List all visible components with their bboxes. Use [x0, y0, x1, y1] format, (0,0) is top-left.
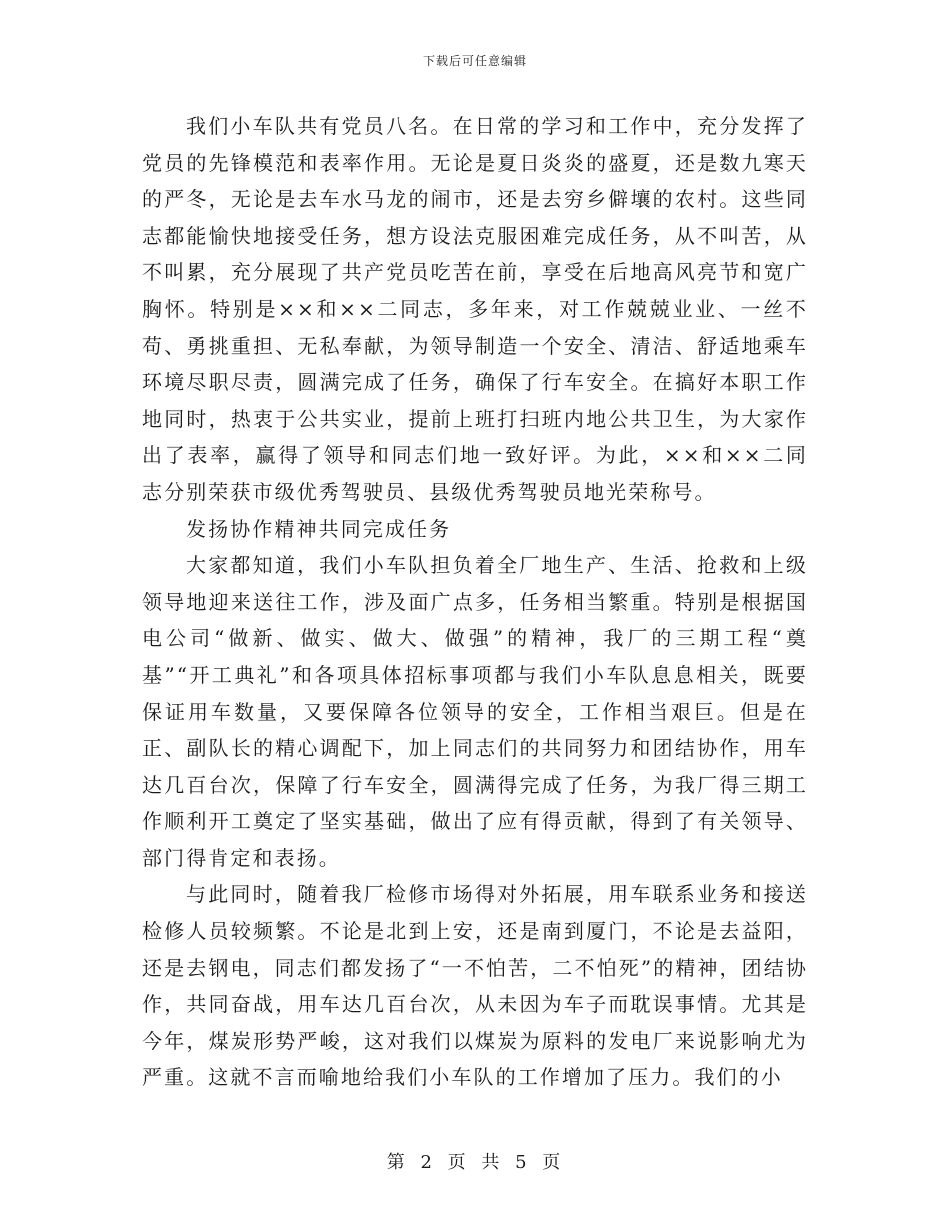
- section-heading-cooperation: 发扬协作精神共同完成任务: [186, 516, 452, 541]
- page-label-suffix: 页: [542, 1152, 564, 1173]
- paragraph-party-members: 我们小车队共有党员八名。在日常的学习和工作中，充分发挥了党员的先锋模范和表率作用。无论是夏日炎炎的盛夏，还是数九寒天的严冬，无论是去车水马龙的闹市，还是去穷乡僻壤的农村。这些同志都能愉快地接受任务，想方设法克服困难完成任务，从不叫苦，从不叫累，充分展现了共产党员吃苦在前，享受在后地高风亮节和宽广胸怀。特别是××和××二同志，多年来，对工作兢兢业业、一丝不苟、勇挑重担、无私奉献，为领导制造一个安全、清洁、舒适地乘车环境尽职尽责，圆满完成了任务，确保了行车安全。在搞好本职工作地同时，热衷于公共实业，提前上班打扫班内地公共卫生，为大家作出了表率，赢得了领导和同志们地一致好评。为此，××和××二同志分别荣获市级优秀驾驶员、县级优秀驾驶员地光荣称号。: [142, 114, 808, 504]
- current-page-number: 2: [420, 1152, 435, 1173]
- total-pages-number: 5: [515, 1152, 530, 1173]
- header-note: 下载后可任意编辑: [422, 54, 527, 68]
- page-number-footer: [0, 1148, 950, 1174]
- paragraph-team-duties: 大家都知道，我们小车队担负着全厂地生产、生活、抢救和上级领导地迎来送往工作，涉及面广点多，任务相当繁重。特别是根据国电公司“做新、做实、做大、做强”的精神，我厂的三期工程“奠基”“开工典礼”和各项具体招标事项都与我们小车队息息相关，既要保证用车数量，又要保障各位领导的安全，工作相当艰巨。但是在正、副队长的精心调配下，加上同志们的共同努力和团结协作，用车达几百台次，保障了行车安全，圆满得完成了任务，为我厂得三期工作顺利开工奠定了坚实基础，做出了应有得贡献，得到了有关领导、部门得肯定和表扬。: [142, 553, 808, 870]
- page-label-mid2: 共: [481, 1152, 503, 1173]
- page-label-prefix: 第: [386, 1152, 408, 1173]
- paragraph-maintenance-market: 与此同时，随着我厂检修市场得对外拓展，用车联系业务和接送检修人员较频繁。不论是北到上安，还是南到厦门，不论是去益阳，还是去钢电，同志们都发扬了“一不怕苦，二不怕死”的精神，团结协作，共同奋战，用车达几百台次，从未因为车子而耽误事情。尤其是今年，煤炭形势严峻，这对我们以煤炭为原料的发电厂来说影响尤为严重。这就不言而喻地给我们小车队的工作增加了压力。我们的小: [142, 882, 808, 1090]
- document-body: [142, 108, 808, 1096]
- page-label-mid1: 页: [447, 1152, 469, 1173]
